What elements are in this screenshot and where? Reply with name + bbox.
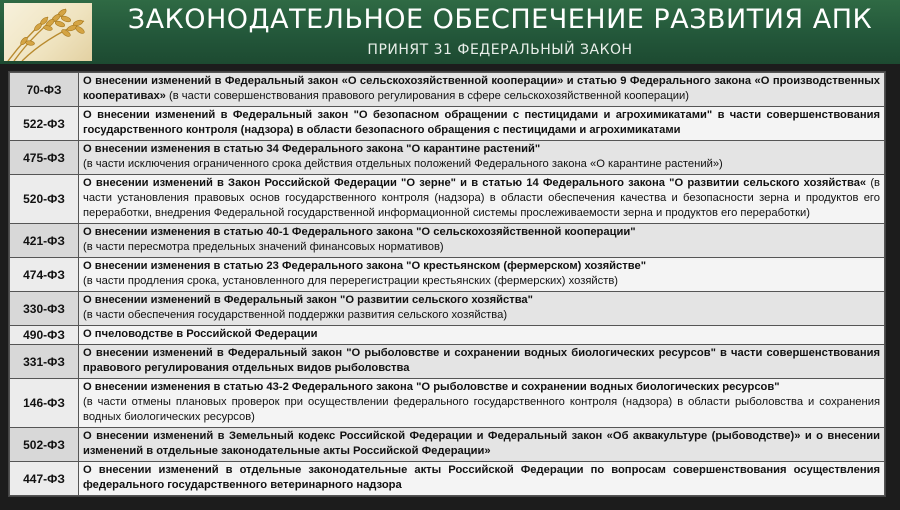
table-row	[10, 107, 885, 141]
law-code: 475-ФЗ	[10, 141, 79, 175]
table-row	[10, 379, 885, 428]
law-code: 490-ФЗ	[10, 326, 79, 345]
law-code: 331-ФЗ	[10, 345, 79, 379]
law-note: (в части установления правовых основ государственного контроля (надзора) в области обеспечения качества и безопасности зерна и продуктов его переработки, внедрения Федеральной государственной информационной системы прослеживаемости зерна и продуктов его переработки)	[83, 177, 880, 219]
law-title: О внесении изменения в статью 23 Федерального закона "О крестьянском (фермерском) хозяйстве"	[83, 260, 647, 272]
page-title: ЗАКОНОДАТЕЛЬНОЕ ОБЕСПЕЧЕНИЕ РАЗВИТИЯ АПК	[127, 4, 873, 35]
law-title: О пчеловодстве в Российской Федерации	[83, 328, 318, 340]
law-code: 502-ФЗ	[10, 428, 79, 462]
law-description	[79, 345, 885, 379]
law-title: О внесении изменения в статью 43-2 Федерального закона "О рыболовстве и сохранении водных биологических ресурсов"	[83, 381, 780, 393]
law-note: (в части совершенствования правового регулирования в сфере сельскохозяйственной кооперации)	[165, 90, 690, 102]
law-description	[79, 258, 885, 292]
table-row	[10, 326, 885, 345]
table-row	[10, 428, 885, 462]
law-title: О внесении изменений в Федеральный закон «О сельскохозяйственной кооперации» и статью 9 Федерального закона «О производственных кооперативах»	[83, 75, 880, 102]
law-code: 447-ФЗ	[10, 462, 79, 496]
law-description	[79, 107, 885, 141]
table-row	[10, 258, 885, 292]
law-description	[79, 141, 885, 175]
law-description	[79, 379, 885, 428]
law-title: О внесении изменений в Федеральный закон "О безопасном обращении с пестицидами и агрохимикатами" в части совершенствования государственного контроля (надзора) в области безопасного обращения с пестицидами и агрохимикатами	[83, 109, 880, 136]
law-note: (в части отмены плановых проверок при осуществлении федерального государственного контроля (надзора) в области рыболовства и сохранения водных биологических ресурсов)	[83, 396, 880, 423]
header-banner	[0, 0, 900, 64]
law-note: (в части пересмотра предельных значений финансовых нормативов)	[83, 241, 444, 253]
law-code: 421-ФЗ	[10, 224, 79, 258]
law-description	[79, 292, 885, 326]
law-note: (в части продления срока, установленного для перерегистрации крестьянских (фермерских) хозяйств)	[83, 275, 619, 287]
law-title: О внесении изменений в Федеральный закон "О развитии сельского хозяйства"	[83, 294, 533, 306]
law-title: О внесении изменения в статью 34 Федерального закона "О карантине растений"	[83, 143, 541, 155]
law-title: О внесении изменений в Федеральный закон "О рыболовстве и сохранении водных биологических ресурсов" в части совершенствования правового регулирования отдельных видов рыболовства	[83, 347, 880, 374]
law-code: 522-ФЗ	[10, 107, 79, 141]
table-row	[10, 224, 885, 258]
law-note: (в части обеспечения государственной поддержки развития сельского хозяйства)	[83, 309, 508, 321]
table-row	[10, 73, 885, 107]
law-title: О внесении изменения в статью 40-1 Федерального закона "О сельскохозяйственной кооперации"	[83, 226, 636, 238]
table-row	[10, 345, 885, 379]
law-title: О внесении изменений в Земельный кодекс Российской Федерации и Федеральный закон «Об аквакультуре (рыбоводстве)» и о внесении изменений в отдельные законодательные акты Российской Федерации»	[83, 430, 880, 457]
law-description	[79, 428, 885, 462]
law-title: О внесении изменений в Закон Российской Федерации "О зерне" и в статью 14 Федерального закона "О развитии сельского хозяйства«	[83, 177, 867, 189]
law-description	[79, 462, 885, 496]
law-description	[79, 175, 885, 224]
table-row	[10, 175, 885, 224]
law-code: 146-ФЗ	[10, 379, 79, 428]
law-description	[79, 73, 885, 107]
law-title: О внесении изменений в отдельные законодательные акты Российской Федерации по вопросам совершенствования осуществления федерального государственного ветеринарного надзора	[83, 464, 880, 491]
law-code: 330-ФЗ	[10, 292, 79, 326]
table-row	[10, 292, 885, 326]
law-note: (в части исключения ограниченного срока действия отдельных положений Федерального закона «О карантине растений»)	[83, 158, 723, 170]
wheat-ears-icon	[4, 3, 92, 61]
law-description	[79, 224, 885, 258]
law-description	[79, 326, 885, 345]
law-code: 520-ФЗ	[10, 175, 79, 224]
law-code: 474-ФЗ	[10, 258, 79, 292]
table-row	[10, 462, 885, 496]
table-row	[10, 141, 885, 175]
page-subtitle: ПРИНЯТ 31 ФЕДЕРАЛЬНЫЙ ЗАКОН	[367, 42, 633, 58]
laws-table	[8, 71, 886, 497]
law-code: 70-ФЗ	[10, 73, 79, 107]
